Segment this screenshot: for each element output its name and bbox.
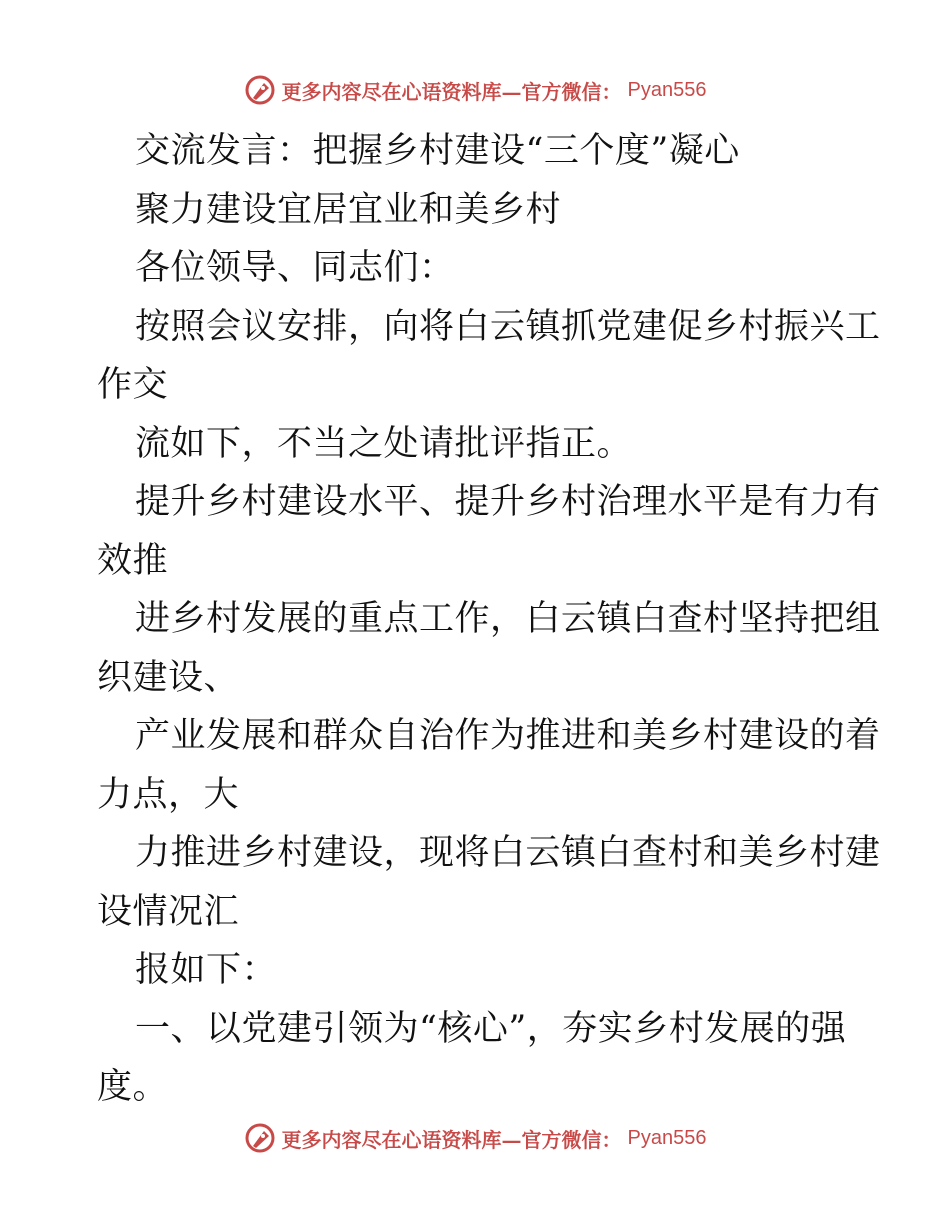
footer-watermark (0, 1118, 950, 1158)
paragraph-line: 力推进乡村建设，现将白云镇白查村和美乡村建 (135, 833, 881, 873)
paragraph-line: 效推 (97, 540, 169, 581)
section-heading: 一、以党建引领为“核心”，夯实乡村发展的强 (135, 1008, 847, 1049)
pen-logo-icon (244, 1122, 276, 1154)
paragraph-line: 流如下，不当之处请批评指正。 (135, 423, 633, 464)
document-body (97, 122, 881, 1117)
watermark-text: 更多内容尽在心语资料库—官方微信： (281, 79, 622, 104)
section-heading: 度。 (97, 1067, 169, 1107)
paragraph-line: 织建设、 (97, 657, 240, 698)
paragraph-line: 按照会议安排，向将白云镇抓党建促乡村振兴工 (135, 306, 881, 347)
paragraph-line: 进乡村发展的重点工作，白云镇白查村坚持把组 (135, 599, 881, 639)
paragraph-line: 产业发展和群众自治作为推进和美乡村建设的着 (135, 716, 881, 756)
watermark-text: 更多内容尽在心语资料库—官方微信： (281, 1127, 622, 1152)
paragraph-line: 作交 (97, 365, 169, 405)
header-watermark (0, 70, 950, 110)
watermark-id: Pyan556 (627, 1126, 707, 1149)
salutation: 各位领导、同志们： (135, 248, 455, 288)
title-line-2: 聚力建设宜居宜业和美乡村 (135, 189, 562, 230)
paragraph-line: 报如下： (135, 950, 278, 990)
watermark-id: Pyan556 (627, 78, 707, 101)
paragraph-line: 设情况汇 (97, 891, 240, 932)
pen-logo-icon (244, 74, 276, 106)
title-line-1: 交流发言：把握乡村建设“三个度”凝心 (135, 131, 740, 171)
paragraph-line: 提升乡村建设水平、提升乡村治理水平是有力有 (135, 482, 881, 522)
paragraph-line: 力点，大 (97, 774, 240, 815)
